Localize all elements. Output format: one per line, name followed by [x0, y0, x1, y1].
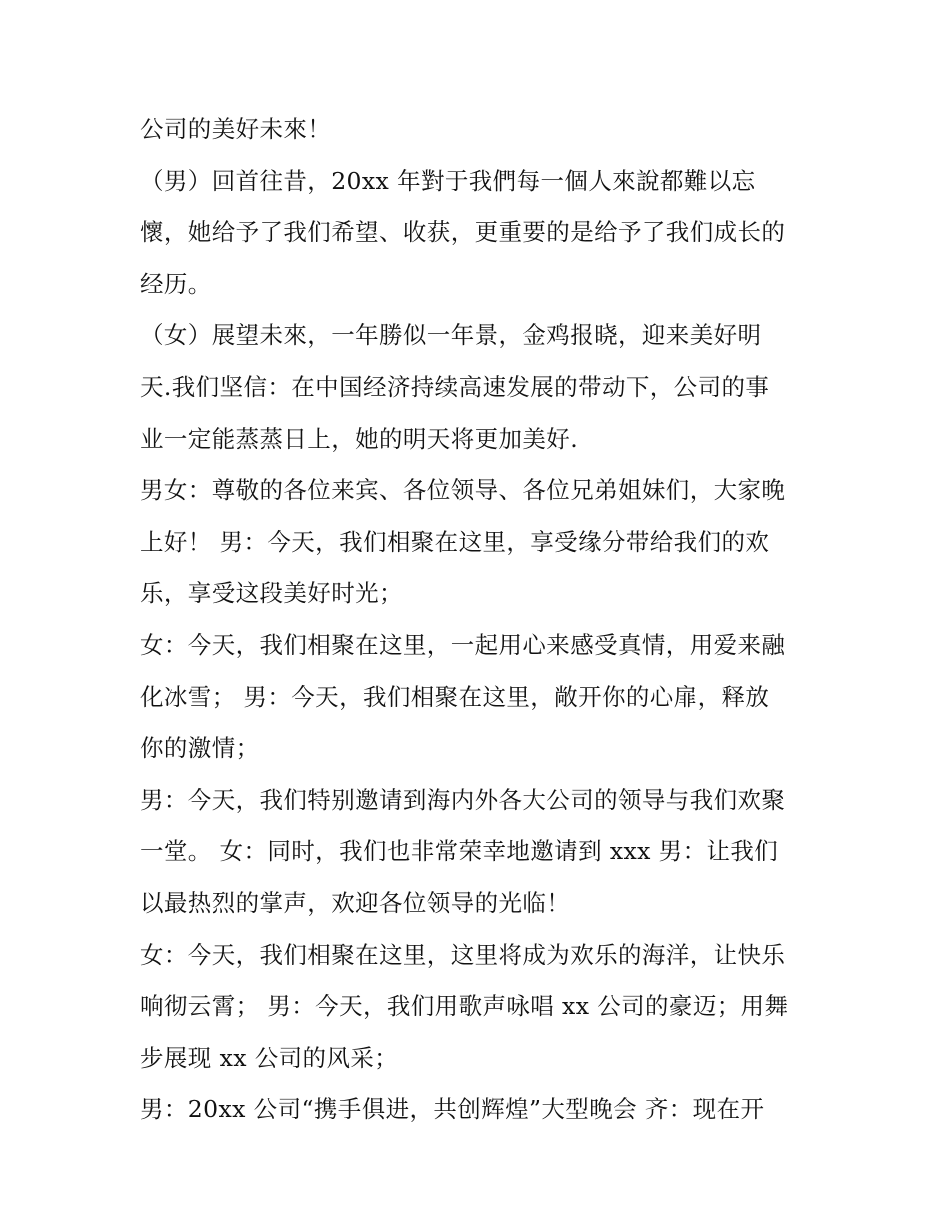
text-line: 经历。 — [140, 269, 212, 298]
text-line: 女：今天，我们相聚在这里，一起用心来感受真情，用爱来融 — [140, 630, 786, 659]
text-line: 响彻云霄； 男：今天，我们用歌声咏唱 xx 公司的豪迈；用舞 — [140, 992, 789, 1021]
text-line: 男：今天，我们特别邀请到海内外各大公司的领导与我们欢聚 — [140, 785, 786, 814]
text-line: 男：20xx 公司“携手俱进，共创辉煌”大型晚会 齐：现在开 — [140, 1095, 765, 1124]
text-line: 业一定能蒸蒸日上，她的明天将更加美好. — [140, 424, 579, 453]
text-line: 乐，享受这段美好时光； — [140, 579, 403, 608]
text-line: 公司的美好未來！ — [140, 115, 332, 143]
text-line: 女：今天，我们相聚在这里，这里将成为欢乐的海洋，让快乐 — [140, 940, 786, 969]
text-line: 上好！ 男：今天，我们相聚在这里，享受缘分带给我们的欢 — [140, 527, 770, 556]
text-line: （男）回首往昔，20xx 年對于我們每一個人來說都難以忘 — [140, 166, 756, 195]
document-body — [140, 110, 830, 1142]
text-line: 以最热烈的掌声，欢迎各位领导的光临！ — [140, 888, 571, 917]
text-line: （女）展望未來，一年勝似一年景，金鸡报晓，迎来美好明 — [140, 321, 762, 350]
text-line: 化冰雪； 男：今天，我们相聚在这里，敞开你的心扉，释放 — [140, 682, 770, 711]
text-line: 男女：尊敬的各位来宾、各位领导、各位兄弟姐妹们，大家晚 — [140, 476, 786, 505]
text-line: 懷，她给予了我们希望、收获，更重要的是给予了我们成长的 — [140, 218, 786, 247]
text-line: 天.我们坚信：在中国经济持续高速发展的带动下，公司的事 — [140, 372, 770, 401]
text-line: 一堂。 女：同时，我们也非常荣幸地邀请到 xxx 男：让我们 — [140, 837, 779, 866]
text-line: 你的激情； — [140, 734, 260, 763]
text-line: 步展现 xx 公司的风采； — [140, 1043, 399, 1072]
